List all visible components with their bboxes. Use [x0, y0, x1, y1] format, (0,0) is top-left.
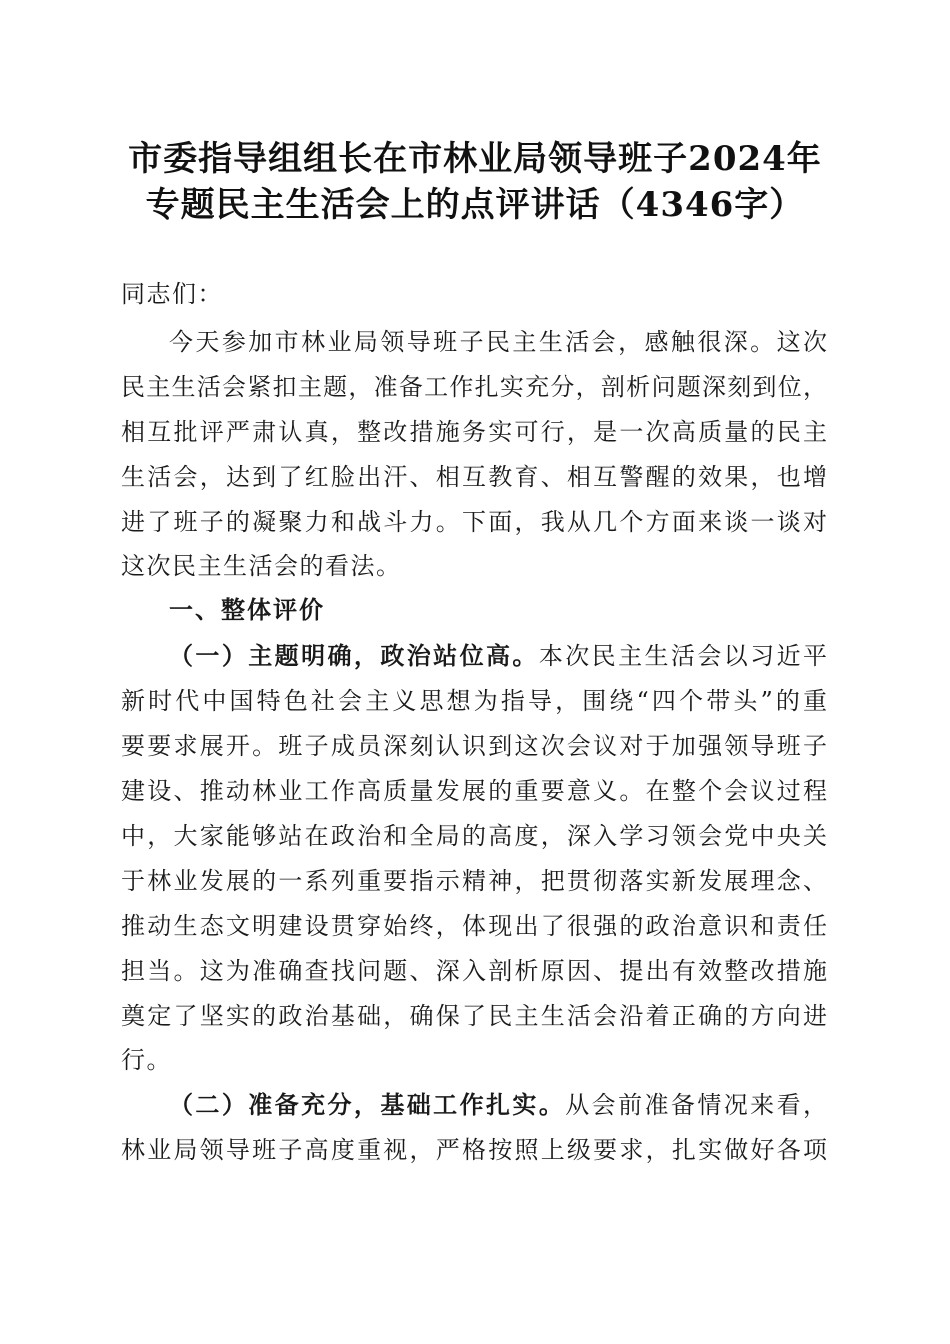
subsection-1-line-6: 于林业发展的一系列重要指示精神，把贯彻落实新发展理念、	[121, 867, 827, 895]
subsection-1-first-text: 本次民主生活会以习近平	[538, 642, 828, 670]
intro-line-2: 民主生活会紧扣主题，准备工作扎实充分，剖析问题深刻到位，	[121, 373, 827, 401]
subsection-1-line-4: 建设、推动林业工作高质量发展的重要意义。在整个会议过程	[121, 777, 827, 805]
subsection-1-first-line	[169, 640, 827, 672]
subsection-1-line-7: 推动生态文明建设贯穿始终，体现出了很强的政治意识和责任	[121, 912, 827, 940]
subsection-1-line-8: 担当。这为准确查找问题、深入剖析原因、提出有效整改措施	[121, 957, 827, 985]
intro-line-5: 进了班子的凝聚力和战斗力。下面，我从几个方面来谈一谈对	[121, 508, 827, 536]
intro-line-6: 这次民主生活会的看法。	[121, 552, 402, 580]
subsection-2-heading: （二）准备充分，基础工作扎实。	[169, 1090, 566, 1119]
intro-line-4: 生活会，达到了红脸出汗、相互教育、相互警醒的效果，也增	[121, 463, 827, 491]
section-heading-1: 一、整体评价	[169, 596, 325, 624]
subsection-1-line-10: 行。	[121, 1046, 172, 1074]
subsection-1-line-3: 要要求展开。班子成员深刻认识到这次会议对于加强领导班子	[121, 732, 827, 760]
intro-line-1: 今天参加市林业局领导班子民主生活会，感触很深。这次	[169, 328, 827, 356]
subsection-1-line-5: 中，大家能够站在政治和全局的高度，深入学习领会党中央关	[121, 822, 827, 850]
subsection-2-first-text: 从会前准备情况来看，	[565, 1091, 827, 1119]
subsection-1-line-2: 新时代中国特色社会主义思想为指导，围绕“四个带头”的重	[121, 687, 827, 715]
intro-line-3: 相互批评严肃认真，整改措施务实可行，是一次高质量的民主	[121, 418, 827, 446]
document-title-line-2: 专题民主生活会上的点评讲话（4346字）	[145, 185, 805, 225]
subsection-1-heading: （一）主题明确，政治站位高。	[169, 641, 539, 670]
subsection-2-first-line	[169, 1089, 827, 1121]
subsection-1-line-9: 奠定了坚实的政治基础，确保了民主生活会沿着正确的方向进	[121, 1002, 827, 1030]
salutation: 同志们：	[121, 280, 223, 308]
document-title-line-1: 市委指导组组长在市林业局领导班子2024年	[128, 139, 822, 179]
subsection-2-line-2: 林业局领导班子高度重视，严格按照上级要求，扎实做好各项	[121, 1136, 827, 1164]
